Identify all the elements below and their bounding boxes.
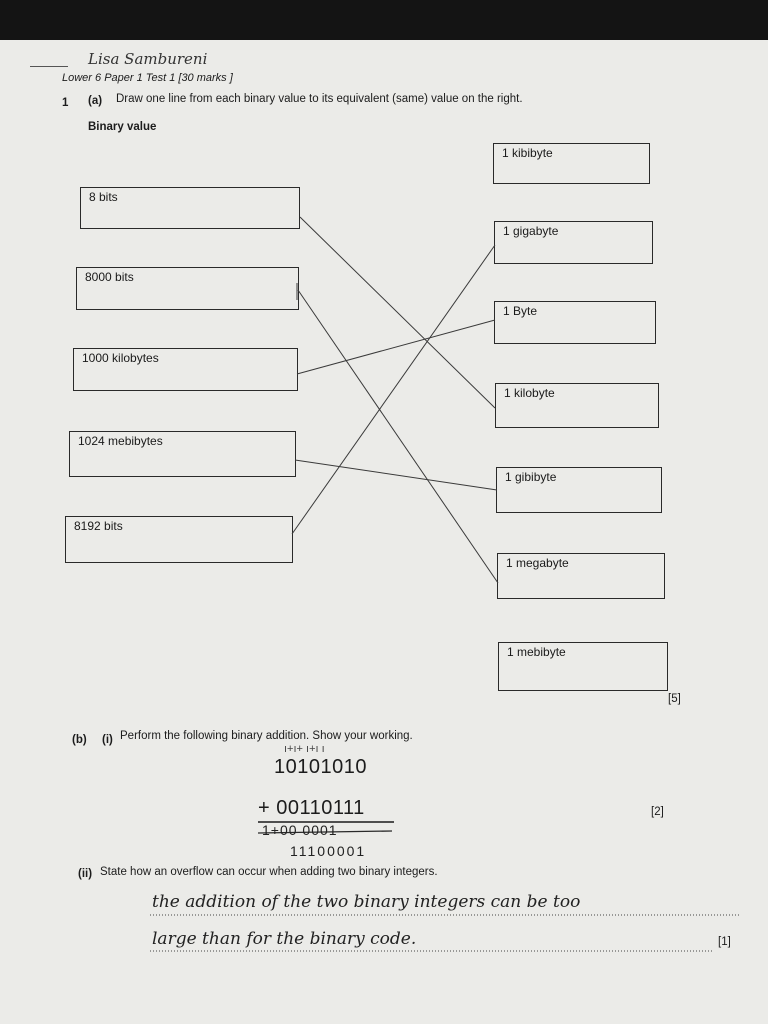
left-box-label: 1024 mebibytes: [78, 434, 163, 448]
line-8192bits-to-1kibibyte: [292, 245, 495, 534]
binary-value-heading: Binary value: [88, 121, 157, 133]
left-box-label: 8 bits: [89, 190, 118, 204]
part-b-i-label: (i): [102, 734, 113, 746]
right-box-label: 1 gibibyte: [505, 470, 557, 484]
part-a-marks: [5]: [668, 693, 681, 705]
working-crossed-out: 1+00 0001: [262, 822, 338, 838]
line-8000bits-to-1megabyte: [298, 290, 498, 583]
right-box-label: 1 Byte: [503, 304, 538, 318]
addend-2: + 00110111: [258, 797, 365, 819]
part-b-ii-instruction: State how an overflow can occur when adding two binary integers.: [100, 866, 438, 878]
left-box-label: 1000 kilobytes: [82, 351, 159, 365]
right-box-label: 1 kilobyte: [504, 386, 555, 400]
line-1000kb-to-1byte: [297, 320, 495, 374]
part-b-ii-label: (ii): [78, 868, 93, 880]
right-box-label: 1 kibibyte: [502, 146, 553, 160]
test-title: Lower 6 Paper 1 Test 1 [30 marks ]: [62, 72, 233, 84]
handwritten-answer-line-2: large than for the binary code.: [152, 929, 417, 949]
part-b-i-instruction: Perform the following binary addition. Show your working.: [120, 730, 413, 742]
question-number: 1: [62, 97, 69, 109]
student-name: Lisa Sambureni: [88, 50, 208, 68]
left-box-label: 8192 bits: [74, 519, 123, 533]
line-8bits-to-1kilobyte: [300, 217, 495, 408]
right-box-label: 1 gigabyte: [503, 224, 559, 238]
part-b-i-marks: [2]: [651, 806, 664, 818]
part-b-label: (b): [72, 734, 87, 746]
carry-marks: ı+ı+ ı+ı ı: [284, 743, 325, 755]
line-1024mib-to-1gibibyte: [295, 460, 497, 490]
handwritten-answer-line-1: the addition of the two binary integers can be too: [152, 892, 581, 912]
binary-answer: 11100001: [290, 843, 367, 859]
part-a-instruction: Draw one line from each binary value to its equivalent (same) value on the right.: [116, 93, 523, 105]
part-a-label: (a): [88, 95, 103, 107]
right-box-label: 1 mebibyte: [507, 645, 566, 659]
left-box-label: 8000 bits: [85, 270, 134, 284]
addend-1: 10101010: [274, 756, 367, 778]
right-box-label: 1 megabyte: [506, 556, 569, 570]
part-b-ii-marks: [1]: [718, 936, 731, 948]
